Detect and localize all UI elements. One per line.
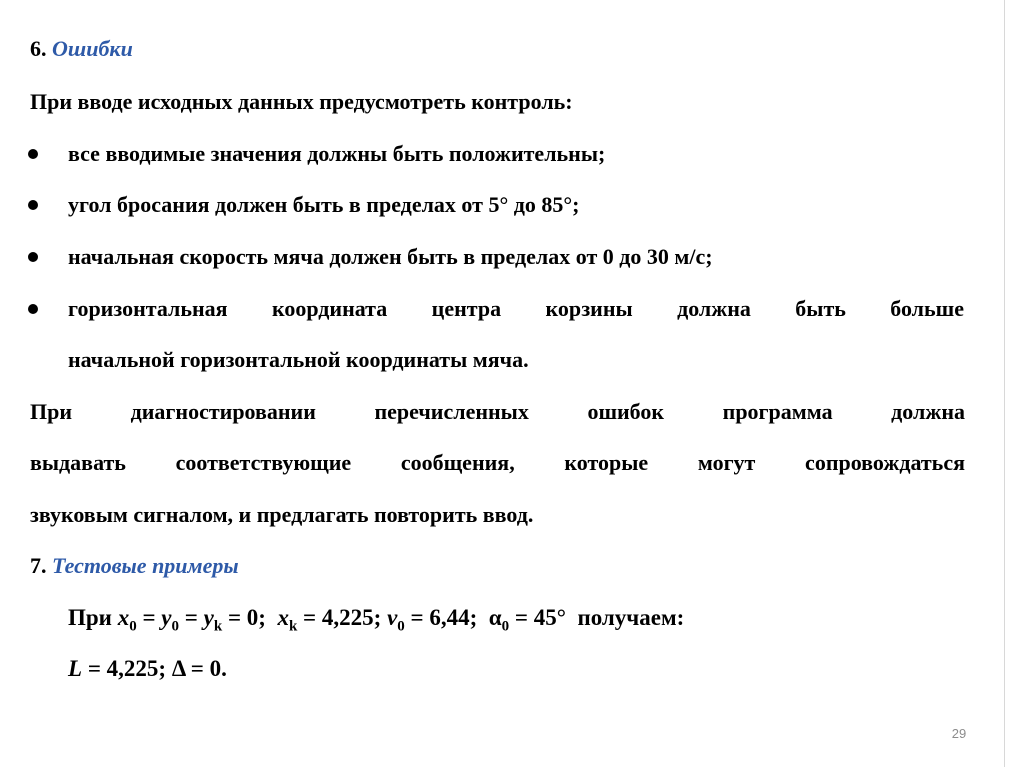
- equals: =: [136, 605, 162, 630]
- var-l: L: [68, 656, 83, 681]
- test-example-line: [68, 603, 1003, 633]
- section-7-title: Тестовые примеры: [52, 553, 239, 578]
- subscript: 0: [129, 618, 137, 635]
- bullet-dot: [28, 149, 38, 159]
- value: = 6,44;: [404, 605, 489, 630]
- bullet-item-continuation: начальной горизонтальной координаты мяча.: [68, 347, 529, 372]
- bullet-item: начальная скорость мяча должен быть в пределах от 0 до 30 м/с;: [68, 244, 713, 269]
- var-v: v: [387, 605, 398, 630]
- bullet-item: горизонтальная координата центра корзины должна быть больше: [68, 296, 964, 321]
- equals: =: [179, 605, 204, 630]
- subscript: k: [288, 618, 298, 635]
- bullet-item: угол бросания должен быть в пределах от 5° до 85°;: [68, 192, 580, 217]
- slide-edge-divider: [1004, 0, 1005, 767]
- var-x: x: [117, 605, 130, 630]
- value: = 0.: [184, 656, 227, 681]
- subscript: 0: [171, 618, 180, 635]
- subscript: k: [213, 618, 223, 635]
- var-alpha: α: [488, 605, 502, 630]
- value: = 4,225;: [297, 605, 388, 630]
- bullet-dot: [28, 252, 38, 262]
- var-delta: Δ: [171, 656, 185, 681]
- bullet-dot: [28, 200, 38, 210]
- paragraph-line: выдавать соответствующие сообщения, которые могут сопровождаться: [30, 450, 965, 475]
- example-prefix: При: [68, 605, 112, 630]
- intro-text: При вводе исходных данных предусмотреть контроль:: [30, 89, 573, 114]
- section-6-heading: [30, 34, 965, 64]
- section-6-title: Ошибки: [52, 36, 133, 61]
- section-7-heading: [30, 551, 965, 581]
- var-y: y: [161, 605, 172, 630]
- paragraph-line: При диагностировании перечисленных ошибок программа должна: [30, 399, 965, 424]
- test-result-line: [68, 654, 1003, 684]
- value: = 45° получаем:: [509, 605, 685, 630]
- var-y: y: [203, 605, 214, 630]
- bullet-dot: [28, 304, 38, 314]
- bullet-item: все вводимые значения должны быть положительны;: [68, 141, 606, 166]
- subscript: 0: [501, 618, 510, 635]
- subscript: 0: [397, 618, 405, 635]
- value: = 4,225;: [82, 656, 172, 681]
- section-6-number: 6.: [30, 36, 52, 61]
- equals-zero: = 0;: [222, 605, 278, 630]
- page-number: 29: [951, 726, 967, 741]
- section-7-number: 7.: [30, 553, 52, 578]
- var-x: x: [277, 605, 289, 630]
- paragraph-line: звуковым сигналом, и предлагать повторить ввод.: [30, 502, 534, 527]
